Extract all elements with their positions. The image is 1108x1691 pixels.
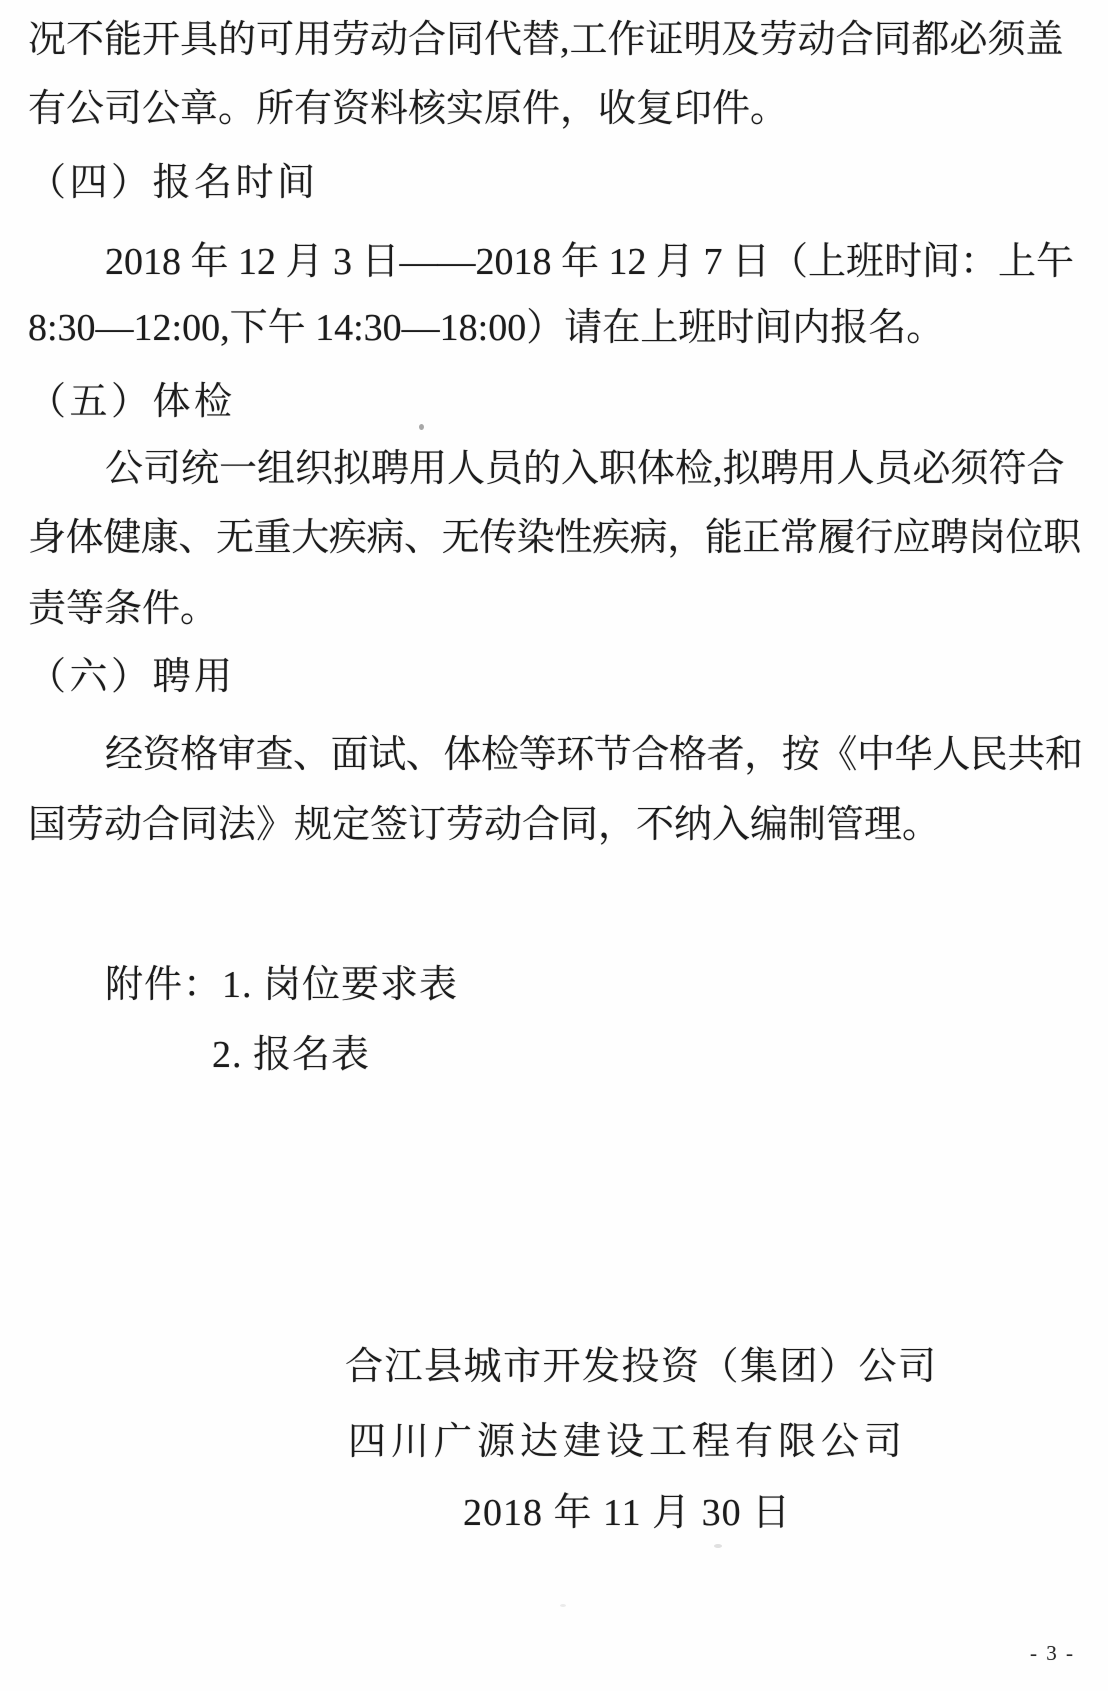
section-5-heading: （五）体检 xyxy=(28,381,236,423)
section-4-heading: （四）报名时间 xyxy=(28,162,319,204)
section-4-line-2: 8:30—12:00,下午 14:30—18:00）请在上班时间内报名。 xyxy=(28,307,945,349)
section-6-line-1: 经资格审查、面试、体检等环节合格者，按《中华人民共和 xyxy=(105,734,1083,776)
section-6-heading: （六）聘用 xyxy=(28,656,236,698)
scan-artifact-dot xyxy=(714,1544,722,1548)
paragraph-intro-line-1: 况不能开具的可用劳动合同代替,工作证明及劳动合同都必须盖 xyxy=(28,19,1064,61)
scan-artifact-dot xyxy=(419,424,424,430)
signature-company-2: 四川广源达建设工程有限公司 xyxy=(348,1421,908,1463)
section-4-line-1: 2018 年 12 月 3 日——2018 年 12 月 7 日（上班时间：上午 xyxy=(105,241,1075,283)
attachments-line-2: 2. 报名表 xyxy=(212,1034,371,1076)
page-number: - 3 - xyxy=(1030,1641,1075,1665)
attachments-line-1: 附件：1. 岗位要求表 xyxy=(105,964,459,1006)
section-5-line-1: 公司统一组织拟聘用人员的入职体检,拟聘用人员必须符合 xyxy=(105,448,1065,490)
section-5-line-2: 身体健康、无重大疾病、无传染性疾病，能正常履行应聘岗位职 xyxy=(28,517,1081,559)
section-5-line-3: 责等条件。 xyxy=(28,588,219,630)
signature-date: 2018 年 11 月 30 日 xyxy=(463,1492,792,1534)
signature-company-1: 合江县城市开发投资（集团）公司 xyxy=(345,1346,938,1388)
section-6-line-2: 国劳动合同法》规定签订劳动合同，不纳入编制管理。 xyxy=(28,804,941,846)
scan-artifact-dot xyxy=(560,1604,566,1607)
paragraph-intro-line-2: 有公司公章。所有资料核实原件，收复印件。 xyxy=(28,88,789,130)
